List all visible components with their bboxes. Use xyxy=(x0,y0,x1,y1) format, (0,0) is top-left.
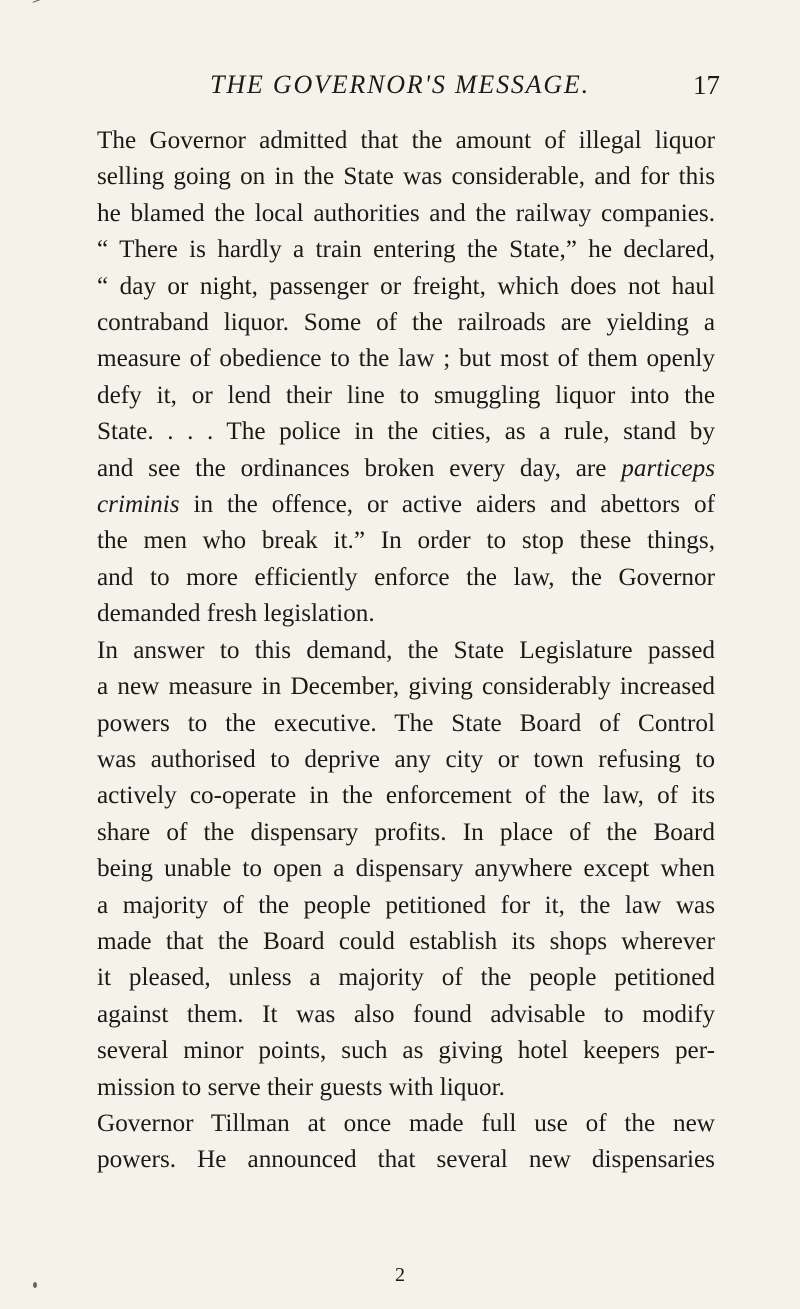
edge-speck xyxy=(33,1282,37,1288)
text-line xyxy=(97,451,715,487)
text-line: several minor points, such as giving hotel keepers per- xyxy=(97,1037,715,1065)
text-line: share of the dispensary profits. In place of the Board xyxy=(97,818,715,846)
text-line: selling going on in the State was considerable, and for this xyxy=(97,163,715,191)
text-line: and to more efficiently enforce the law, the Governor xyxy=(97,563,715,591)
text-line xyxy=(97,487,715,523)
text-line: he blamed the local authorities and the railway companies. xyxy=(97,199,715,227)
running-head: THE GOVERNOR'S MESSAGE. xyxy=(210,70,590,99)
text-line: defy it, or lend their line to smuggling liquor into the xyxy=(97,381,715,409)
text-segment: and see the ordinances broken every day, are xyxy=(97,454,622,482)
paragraph-1 xyxy=(97,123,715,633)
text-line: it pleased, unless a majority of the people petitioned xyxy=(97,964,715,992)
signature-mark: 2 xyxy=(395,1264,405,1286)
text-line: actively co-operate in the enforcement of the law, of its xyxy=(97,782,715,810)
text-line: a majority of the people petitioned for it, the law was xyxy=(97,891,715,919)
text-line: mission to serve their guests with liquor. xyxy=(97,1073,505,1101)
italic-term: particeps xyxy=(621,454,715,482)
text-line: measure of obedience to the law ; but most of them openly xyxy=(97,345,715,373)
text-line: powers to the executive. The State Board of Control xyxy=(97,709,715,737)
text-line: the men who break it.” In order to stop these things, xyxy=(97,527,715,555)
text-line: State. . . . The police in the cities, as a rule, stand by xyxy=(97,418,715,446)
text-line: Governor Tillman at once made full use of the new xyxy=(97,1109,715,1137)
paragraph-2 xyxy=(97,633,715,1106)
body-text xyxy=(97,123,715,1179)
text-line: “ There is hardly a train entering the State,” he declared, xyxy=(97,236,715,264)
page-number: 17 xyxy=(693,70,720,100)
text-line: “ day or night, passenger or freight, which does not haul xyxy=(97,272,715,300)
text-line: a new measure in December, giving considerably increased xyxy=(97,673,715,701)
text-line: contraband liquor. Some of the railroads are yielding a xyxy=(97,309,715,337)
text-segment: in the offence, or active aiders and abettors of xyxy=(179,491,715,519)
text-line: made that the Board could establish its shops wherever xyxy=(97,927,715,955)
text-line: against them. It was also found advisable to modify xyxy=(97,1000,715,1028)
text-line: was authorised to deprive any city or town refusing to xyxy=(97,745,715,773)
text-line: powers. He announced that several new dispensaries xyxy=(97,1146,715,1174)
corner-mark xyxy=(33,0,44,6)
text-line: In answer to this demand, the State Legislature passed xyxy=(97,636,715,664)
text-line: demanded fresh legislation. xyxy=(97,600,375,628)
text-line: The Governor admitted that the amount of illegal liquor xyxy=(97,127,715,154)
paragraph-3 xyxy=(97,1106,715,1179)
page-header xyxy=(0,62,800,102)
text-line: being unable to open a dispensary anywhere except when xyxy=(97,855,715,883)
italic-term: criminis xyxy=(97,491,180,519)
